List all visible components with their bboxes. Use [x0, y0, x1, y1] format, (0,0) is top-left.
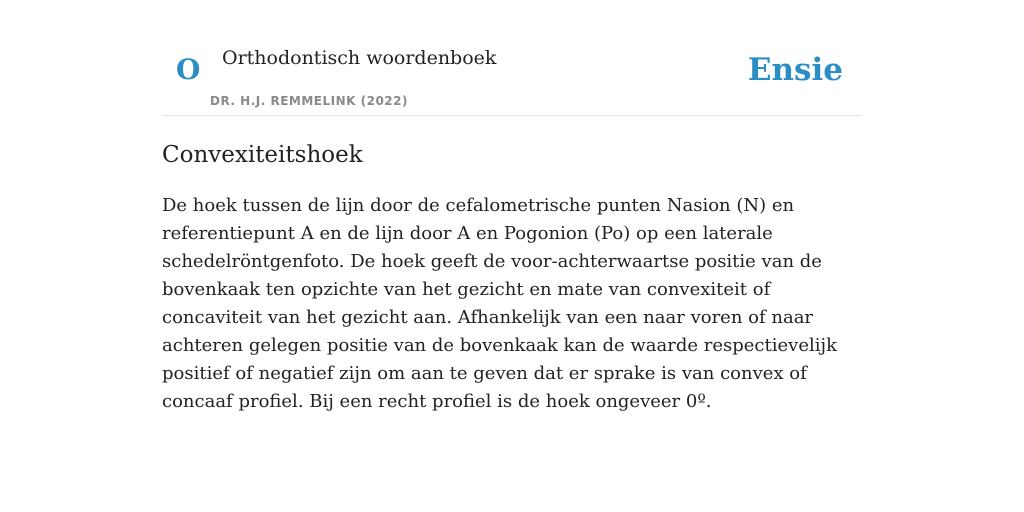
ensie-logo-link[interactable]: Ensie — [747, 52, 843, 88]
dictionary-title-link[interactable]: Orthodontisch woordenboek — [222, 47, 497, 69]
entry-definition: De hoek tussen de lijn door de cefalometrische punten Nasion (N) en referentiepunt A en de lijn door A en Pogonion (Po) op een laterale schedelröntgenfoto. De hoek geeft de voor-achterwaartse positie van de bovenkaak ten opzichte van het gezicht en mate van convexiteit of concaviteit van het gezicht aan. Afhankelijk van een naar voren of naar achteren gelegen positie van de bovenkaak kan de waarde respectievelijk positief of negatief zijn om aan te geven dat er sprake is van convex of concaaf profiel. Bij een recht profiel is de hoek ongeveer 0º. — [162, 195, 837, 412]
dictionary-header — [162, 36, 862, 116]
dictionary-logo-letter[interactable]: O — [176, 53, 201, 86]
entry-term-heading: Convexiteitshoek — [162, 142, 363, 168]
dictionary-author: DR. H.J. REMMELINK (2022) — [210, 94, 408, 108]
